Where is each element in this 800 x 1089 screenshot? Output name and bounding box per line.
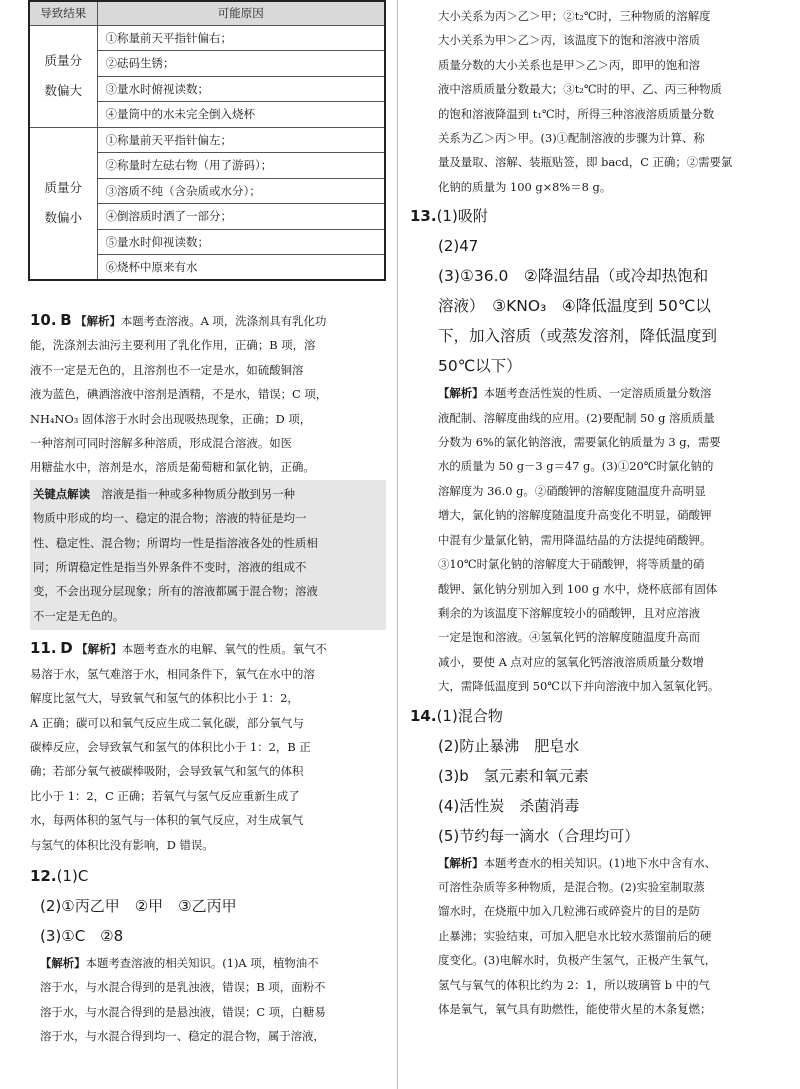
q11-first-line <box>30 636 386 661</box>
key-point-title: 关键点解读 <box>33 486 90 501</box>
analysis-line: 氢气与氧气的体积比约为 2：1，所以玻璃管 b 中的气 <box>438 977 710 992</box>
analysis-line: 溶于水，与水混合得到均一、稳定的混合物，属于溶液， <box>40 1029 325 1044</box>
table-cell: ③量水时俯视读数； <box>97 76 385 102</box>
analysis-tag: 【解析】 <box>438 386 484 401</box>
q10-first-line <box>30 308 386 333</box>
answer-line: (1)吸附 <box>436 207 488 226</box>
row-label <box>29 127 97 280</box>
answer-line: (2)47 <box>438 237 479 256</box>
key-point-line: 物质中形成的均一、稳定的混合物；溶液的特征是均一 <box>33 511 307 526</box>
table-cell: ③溶质不纯（含杂质或水分）； <box>97 178 385 204</box>
question-number: 11. <box>30 639 57 658</box>
analysis-line: 本题考查水的相关知识。(1)地下水中含有水、 <box>483 855 717 870</box>
analysis-line: 分数为 6%的氯化钠溶液，需要氯化钠质量为 3 g，需要 <box>438 435 721 450</box>
key-point-box <box>30 480 386 630</box>
table-row <box>29 25 385 51</box>
answer-line: (5)节约每一滴水（合理均可） <box>438 826 640 845</box>
analysis-line: 大小关系为丙＞乙＞甲；②t₂℃时，三种物质的溶解度 <box>438 9 711 23</box>
analysis-line: 大，需降低温度到 50℃以下并向溶液中加入氢氧化钙。 <box>438 679 720 694</box>
table-header-row <box>29 1 385 25</box>
key-point-line: 不一定是无色的。 <box>33 608 125 623</box>
question-12 <box>30 861 386 1049</box>
answer-line: (2)①丙乙甲 ②甲 ③乙丙甲 <box>40 896 237 915</box>
analysis-line: 确；若部分氧气被碳棒吸附，会导致氧气和氢气的体积 <box>30 764 304 779</box>
table-cell: ①称量前天平指针偏左； <box>97 127 385 153</box>
answer-line: (1)混合物 <box>436 706 503 725</box>
analysis-line: 本题考查溶液的相关知识。(1)A 项，植物油不 <box>85 955 319 970</box>
analysis-line: 本题考查水的电解、氧气的性质。氧气不 <box>121 642 327 657</box>
answer-line: (3)①C ②8 <box>40 926 124 945</box>
key-point-line: 变，不会出现分层现象；所有的溶液都属于混合物；溶液 <box>33 584 318 599</box>
analysis-line: 溶解度为 36.0 g。②硝酸钾的溶解度随温度升高明显 <box>438 483 706 498</box>
analysis-tag: 【解析】 <box>76 642 122 657</box>
row-label-line: 数偏大 <box>44 83 82 98</box>
answer-letter: D <box>60 639 73 658</box>
table-header-cell: 可能原因 <box>97 1 385 25</box>
analysis-line: 用糖盐水中，溶剂是水，溶质是葡萄糖和氯化钠，正确。 <box>30 460 315 475</box>
analysis-line: 溶于水，与水混合得到的是乳浊液，错误；B 项，面粉不 <box>40 980 326 995</box>
question-14 <box>410 701 785 1022</box>
answer-letter: B <box>60 311 72 329</box>
table-row <box>29 127 385 153</box>
analysis-line: 可溶性杂质等多种物质，是混合物。(2)实验室制取蒸 <box>438 879 705 894</box>
key-point-line: 性、稳定性、混合物；所谓均一性是指溶液各处的性质相 <box>33 535 318 550</box>
analysis-line: 增大，氯化钠的溶解度随温度升高变化不明显，硝酸钾 <box>438 508 712 523</box>
analysis-line: 止暴沸；实验结束，可加入肥皂水比较水蒸馏前后的硬 <box>438 928 712 943</box>
key-point-line: 同；所谓稳定性是指当外界条件不变时，溶液的组成不 <box>33 560 307 575</box>
question-11 <box>30 636 386 857</box>
analysis-tag: 【解析】 <box>438 855 484 870</box>
analysis-line: 剩余的为该温度下溶解度较小的硝酸钾，且对应溶液 <box>438 605 700 620</box>
row-label-line: 质量分 <box>44 53 82 68</box>
analysis-tag: 【解析】 <box>40 955 86 970</box>
question-10 <box>30 308 386 630</box>
table-header-cell: 导致结果 <box>29 1 97 25</box>
row-label-line: 质量分 <box>44 180 82 196</box>
table-cell: ②称量时左砝右物（用了游码）； <box>97 153 385 179</box>
row-label-line: 数偏小 <box>44 210 82 226</box>
table-cell: ①称量前天平指针偏右； <box>97 25 385 51</box>
analysis-line: 水的质量为 50 g－3 g＝47 g。(3)①20℃时氯化钠的 <box>438 459 714 474</box>
analysis-line: 液为蓝色，碘酒溶液中溶剂是酒精，不是水，错误；C 项， <box>30 387 328 402</box>
question-number: 12. <box>30 866 57 885</box>
q12-continued <box>410 4 785 199</box>
analysis-line: 酸钾、氯化钠分别加入到 100 g 水中，烧杯底部有固体 <box>438 581 718 596</box>
analysis-line: 碳棒反应，会导致氧气和氢气的体积比小于 1：2，B 正 <box>30 739 311 754</box>
analysis-line: 易溶于水，氢气难溶于水，相同条件下，氧气在水中的溶 <box>30 666 315 681</box>
table-cell: ⑤量水时仰视读数； <box>97 229 385 255</box>
analysis-line: 减小，要使 A 点对应的氢氧化钙溶液溶质质量分数增 <box>438 654 705 669</box>
answer-line: (1)C <box>56 866 89 885</box>
analysis-line: 液中溶质质量分数最大；③t₂℃时的甲、乙、丙三种物质 <box>438 82 722 97</box>
analysis-line: 一种溶剂可同时溶解多种溶质，形成混合溶液。如医 <box>30 436 292 451</box>
answer-line: (2)防止暴沸 肥皂水 <box>438 736 580 755</box>
analysis-line: 本题考查溶液。A 项，洗涤剂具有乳化功 <box>120 314 327 328</box>
analysis-line: 馏水时，在烧瓶中加入几粒沸石或碎瓷片的目的是防 <box>438 904 700 919</box>
analysis-line: 化钠的质量为 100 g×8%＝8 g。 <box>438 179 612 194</box>
analysis-line: A 正确；碳可以和氧气反应生成二氧化碳，部分氧气与 <box>30 715 304 730</box>
analysis-line: 的饱和溶液降温到 t₁℃时，所得三种溶液溶质质量分数 <box>438 106 715 121</box>
analysis-tag: 【解析】 <box>75 314 121 328</box>
analysis-line: 量及量取、溶解、装瓶贴签，即 bacd，C 正确；②需要氯 <box>438 155 733 170</box>
answer-line: (4)活性炭 杀菌消毒 <box>438 796 580 815</box>
answer-line: (3)b 氢元素和氧元素 <box>438 766 589 785</box>
row-label <box>29 25 97 127</box>
analysis-line: 中混有少量氯化钠，需用降温结晶的方法提纯硝酸钾。 <box>438 532 712 547</box>
analysis-line: 与氢气的体积比没有影响，D 错误。 <box>30 837 214 852</box>
table-cell: ⑥烧杯中原来有水 <box>97 255 385 281</box>
question-number: 10. <box>30 311 57 329</box>
table-cell: ④倒溶质时洒了一部分； <box>97 204 385 230</box>
answer-line: 下，加入溶质（或蒸发溶剂，降低温度到 <box>438 327 718 346</box>
error-causes-table <box>28 0 386 281</box>
table-cell: ④量筒中的水未完全倒入烧杯 <box>97 102 385 128</box>
analysis-line: 本题考查活性炭的性质、一定溶质质量分数溶 <box>483 386 712 401</box>
analysis-line: 比小于 1：2，C 正确；若氧气与氢气反应重新生成了 <box>30 788 300 803</box>
analysis-line: ③10℃时氯化钠的溶解度大于硝酸钾，将等质量的硝 <box>438 557 705 572</box>
analysis-line: 液配制、溶解度曲线的应用。(2)要配制 50 g 溶质质量 <box>438 410 715 425</box>
analysis-line: 度变化。(3)电解水时，负极产生氢气，正极产生氧气， <box>438 953 717 968</box>
analysis-line: 溶于水，与水混合得到的是悬浊液，错误；C 项，白糖易 <box>40 1004 326 1019</box>
analysis-line: 关系为乙＞丙＞甲。(3)①配制溶液的步骤为计算、称 <box>438 131 705 146</box>
question-number: 14. <box>410 706 437 725</box>
analysis-line: NH₄NO₃ 固体溶于水时会出现吸热现象，正确；D 项， <box>30 411 312 426</box>
analysis-line: 质量分数的大小关系也是甲＞乙＞丙，即甲的饱和溶 <box>438 57 700 72</box>
analysis-line: 水，每两体积的氢气与一体积的氧气反应，对生成氧气 <box>30 813 304 828</box>
question-13 <box>410 201 785 698</box>
analysis-line: 液不一定是无色的，且溶剂也不一定是水，如硫酸铜溶 <box>30 362 304 377</box>
analysis-line: 解度比氢气大，导致氧气和氢气的体积比小于 1：2， <box>30 691 299 706</box>
question-number: 13. <box>410 207 437 226</box>
analysis-line: 一定是饱和溶液。④氢氧化钙的溶解度随温度升高而 <box>438 630 700 645</box>
answer-line: (3)①36.0 ②降温结晶（或冷却热饱和 <box>438 267 709 286</box>
analysis-line: 体是氧气，氧气具有助燃性，能使带火星的木条复燃； <box>438 1001 712 1016</box>
answer-line: 50℃以下） <box>438 357 522 376</box>
column-divider <box>397 0 398 1089</box>
key-point-line: 溶液是指一种或多种物质分散到另一种 <box>101 486 296 501</box>
analysis-line: 大小关系为甲＞乙＞丙，该温度下的饱和溶液中溶质 <box>438 33 700 48</box>
answer-line: 溶液） ③KNO₃ ④降低温度到 50℃以 <box>438 297 711 316</box>
analysis-line: 能，洗涤剂去油污主要利用了乳化作用，正确；B 项，溶 <box>30 338 316 353</box>
table-cell: ②砝码生锈； <box>97 51 385 77</box>
